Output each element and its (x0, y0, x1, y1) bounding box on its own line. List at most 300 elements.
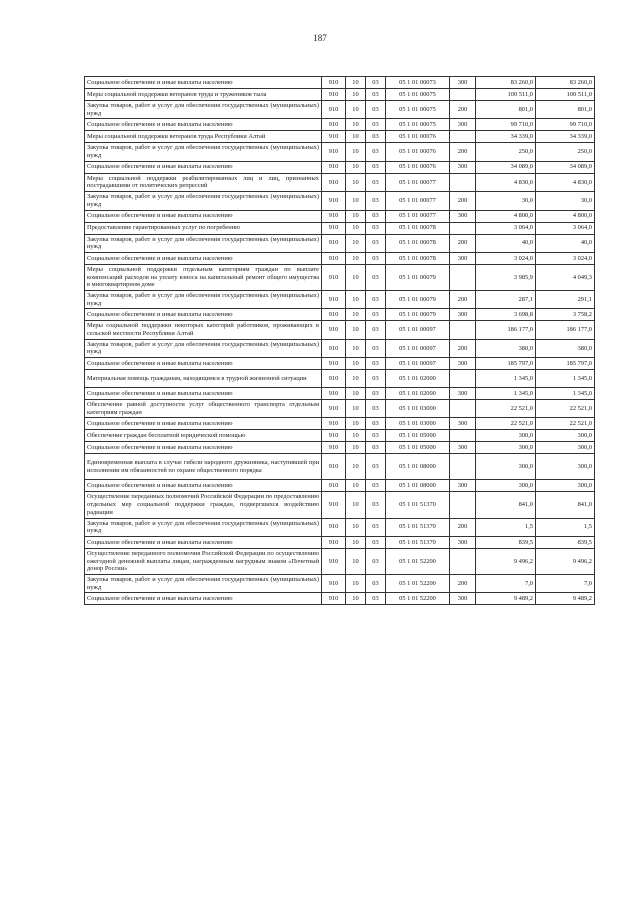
table-row (85, 536, 595, 548)
row-name: Меры социальной поддержки реабилитированных лиц и лиц, признанных пострадавшими от политических репрессий (85, 173, 322, 191)
expense-type-code: 200 (450, 101, 476, 119)
amount-year-1: 22 521,0 (476, 400, 536, 418)
target-article-code: 05 1 01 00075 (386, 89, 450, 101)
table-row (85, 454, 595, 480)
expense-type-code (450, 222, 476, 234)
section-code: 10 (346, 400, 366, 418)
subsection-code: 03 (366, 358, 386, 370)
amount-year-1: 30,0 (476, 192, 536, 210)
section-code: 10 (346, 492, 366, 518)
expense-type-code: 300 (450, 480, 476, 492)
row-name: Закупка товаров, работ и услуг для обеспечения государственных (муниципальных) нужд (85, 574, 322, 592)
table-row (85, 370, 595, 388)
section-code: 10 (346, 222, 366, 234)
amount-year-2: 83 260,0 (536, 77, 595, 89)
ministry-code: 910 (322, 370, 346, 388)
ministry-code: 910 (322, 400, 346, 418)
expense-type-code: 300 (450, 442, 476, 454)
subsection-code: 03 (366, 593, 386, 605)
ministry-code: 910 (322, 119, 346, 131)
section-code: 10 (346, 309, 366, 321)
table-row (85, 161, 595, 173)
row-name: Обеспечение равной доступности услуг общественного транспорта отдельным категориям граждан (85, 400, 322, 418)
ministry-code: 910 (322, 358, 346, 370)
table-row (85, 518, 595, 536)
target-article-code: 05 1 01 00076 (386, 131, 450, 143)
amount-year-2: 9 489,2 (536, 593, 595, 605)
page-number: 187 (313, 33, 327, 43)
ministry-code: 910 (322, 222, 346, 234)
amount-year-2: 100 511,0 (536, 89, 595, 101)
expense-type-code: 300 (450, 309, 476, 321)
ministry-code: 910 (322, 89, 346, 101)
amount-year-2: 1 345,0 (536, 370, 595, 388)
table-row (85, 309, 595, 321)
section-code: 10 (346, 574, 366, 592)
amount-year-2: 7,0 (536, 574, 595, 592)
row-name: Единовременная выплата в случае гибели народного дружинника, наступившей при исполнении им обязанностей по охране общественного порядка (85, 454, 322, 480)
row-name: Социальное обеспечение и иные выплаты населению (85, 119, 322, 131)
table-row (85, 143, 595, 161)
row-name: Социальное обеспечение и иные выплаты населению (85, 210, 322, 222)
target-article-code: 05 1 01 51370 (386, 536, 450, 548)
target-article-code: 05 1 01 51370 (386, 492, 450, 518)
ministry-code: 910 (322, 442, 346, 454)
amount-year-1: 300,0 (476, 454, 536, 480)
amount-year-1: 287,1 (476, 290, 536, 308)
expense-type-code: 200 (450, 192, 476, 210)
amount-year-2: 99 710,0 (536, 119, 595, 131)
target-article-code: 05 1 01 03000 (386, 418, 450, 430)
amount-year-2: 291,1 (536, 290, 595, 308)
section-code: 10 (346, 89, 366, 101)
amount-year-1: 185 797,0 (476, 358, 536, 370)
ministry-code: 910 (322, 173, 346, 191)
ministry-code: 910 (322, 321, 346, 339)
expense-type-code: 200 (450, 143, 476, 161)
amount-year-2: 300,0 (536, 454, 595, 480)
ministry-code: 910 (322, 192, 346, 210)
expense-type-code (450, 454, 476, 480)
expense-type-code (450, 400, 476, 418)
table-row (85, 264, 595, 290)
amount-year-1: 1,5 (476, 518, 536, 536)
section-code: 10 (346, 161, 366, 173)
subsection-code: 03 (366, 119, 386, 131)
subsection-code: 03 (366, 388, 386, 400)
table-row (85, 173, 595, 191)
amount-year-1: 34 089,0 (476, 161, 536, 173)
amount-year-1: 40,0 (476, 234, 536, 252)
amount-year-1: 250,0 (476, 143, 536, 161)
target-article-code: 05 1 01 00097 (386, 339, 450, 357)
table-row (85, 430, 595, 442)
subsection-code: 03 (366, 290, 386, 308)
section-code: 10 (346, 430, 366, 442)
target-article-code: 05 1 01 00073 (386, 77, 450, 89)
amount-year-2: 839,5 (536, 536, 595, 548)
target-article-code: 05 1 01 00077 (386, 210, 450, 222)
amount-year-1: 7,0 (476, 574, 536, 592)
table-row (85, 593, 595, 605)
table-row (85, 131, 595, 143)
row-name: Предоставление гарантированных услуг по погребению (85, 222, 322, 234)
table-row (85, 321, 595, 339)
target-article-code: 05 1 01 08000 (386, 480, 450, 492)
row-name: Социальное обеспечение и иные выплаты населению (85, 388, 322, 400)
section-code: 10 (346, 370, 366, 388)
section-code: 10 (346, 593, 366, 605)
ministry-code: 910 (322, 492, 346, 518)
expense-type-code (450, 430, 476, 442)
ministry-code: 910 (322, 430, 346, 442)
amount-year-1: 3 698,8 (476, 309, 536, 321)
ministry-code: 910 (322, 418, 346, 430)
row-name: Социальное обеспечение и иные выплаты населению (85, 418, 322, 430)
row-name: Осуществление переданного полномочия Российской Федерации по осуществлению ежегодной денежной выплаты лицам, награжденным нагрудным знаком «Почетный донор России» (85, 548, 322, 574)
amount-year-1: 1 345,0 (476, 388, 536, 400)
ministry-code: 910 (322, 454, 346, 480)
section-code: 10 (346, 454, 366, 480)
row-name: Меры социальной поддержки некоторых категорий работников, проживающих в сельской местности Республики Алтай (85, 321, 322, 339)
table-row (85, 192, 595, 210)
target-article-code: 05 1 01 00078 (386, 234, 450, 252)
target-article-code: 05 1 01 08000 (386, 454, 450, 480)
ministry-code: 910 (322, 593, 346, 605)
section-code: 10 (346, 252, 366, 264)
target-article-code: 05 1 01 00097 (386, 358, 450, 370)
subsection-code: 03 (366, 252, 386, 264)
section-code: 10 (346, 119, 366, 131)
amount-year-2: 9 496,2 (536, 548, 595, 574)
ministry-code: 910 (322, 309, 346, 321)
amount-year-2: 4 830,0 (536, 173, 595, 191)
expense-type-code (450, 89, 476, 101)
section-code: 10 (346, 418, 366, 430)
subsection-code: 03 (366, 518, 386, 536)
budget-table-body (85, 77, 595, 605)
subsection-code: 03 (366, 222, 386, 234)
expense-type-code: 300 (450, 358, 476, 370)
subsection-code: 03 (366, 418, 386, 430)
expense-type-code (450, 321, 476, 339)
ministry-code: 910 (322, 480, 346, 492)
section-code: 10 (346, 536, 366, 548)
subsection-code: 03 (366, 321, 386, 339)
subsection-code: 03 (366, 161, 386, 173)
expense-type-code: 300 (450, 252, 476, 264)
section-code: 10 (346, 173, 366, 191)
expense-type-code (450, 548, 476, 574)
subsection-code: 03 (366, 574, 386, 592)
subsection-code: 03 (366, 173, 386, 191)
amount-year-2: 30,0 (536, 192, 595, 210)
row-name: Обеспечение граждан бесплатной юридической помощью (85, 430, 322, 442)
amount-year-2: 300,0 (536, 430, 595, 442)
amount-year-1: 4 830,0 (476, 173, 536, 191)
row-name: Социальное обеспечение и иные выплаты населению (85, 77, 322, 89)
expense-type-code: 200 (450, 290, 476, 308)
section-code: 10 (346, 131, 366, 143)
expense-type-code: 200 (450, 234, 476, 252)
subsection-code: 03 (366, 339, 386, 357)
row-name: Социальное обеспечение и иные выплаты населению (85, 480, 322, 492)
ministry-code: 910 (322, 252, 346, 264)
section-code: 10 (346, 192, 366, 210)
target-article-code: 05 1 01 00075 (386, 119, 450, 131)
subsection-code: 03 (366, 492, 386, 518)
amount-year-2: 3 024,0 (536, 252, 595, 264)
amount-year-1: 22 521,0 (476, 418, 536, 430)
section-code: 10 (346, 234, 366, 252)
amount-year-1: 4 800,0 (476, 210, 536, 222)
amount-year-2: 40,0 (536, 234, 595, 252)
ministry-code: 910 (322, 548, 346, 574)
budget-table (84, 76, 595, 605)
subsection-code: 03 (366, 442, 386, 454)
subsection-code: 03 (366, 234, 386, 252)
target-article-code: 05 1 01 52200 (386, 593, 450, 605)
target-article-code: 05 1 01 05000 (386, 442, 450, 454)
table-row (85, 442, 595, 454)
row-name: Социальное обеспечение и иные выплаты населению (85, 442, 322, 454)
subsection-code: 03 (366, 454, 386, 480)
table-row (85, 89, 595, 101)
amount-year-1: 186 177,0 (476, 321, 536, 339)
amount-year-1: 300,0 (476, 480, 536, 492)
row-name: Закупка товаров, работ и услуг для обеспечения государственных (муниципальных) нужд (85, 234, 322, 252)
amount-year-2: 22 521,0 (536, 400, 595, 418)
amount-year-2: 185 797,0 (536, 358, 595, 370)
subsection-code: 03 (366, 143, 386, 161)
target-article-code: 05 1 01 00076 (386, 161, 450, 173)
table-row (85, 574, 595, 592)
target-article-code: 05 1 01 00079 (386, 309, 450, 321)
section-code: 10 (346, 101, 366, 119)
row-name: Закупка товаров, работ и услуг для обеспечения государственных (муниципальных) нужд (85, 192, 322, 210)
subsection-code: 03 (366, 370, 386, 388)
table-row (85, 339, 595, 357)
subsection-code: 03 (366, 536, 386, 548)
table-row (85, 400, 595, 418)
ministry-code: 910 (322, 143, 346, 161)
amount-year-1: 839,5 (476, 536, 536, 548)
amount-year-2: 1 345,0 (536, 388, 595, 400)
section-code: 10 (346, 480, 366, 492)
target-article-code: 05 1 01 00078 (386, 252, 450, 264)
subsection-code: 03 (366, 400, 386, 418)
ministry-code: 910 (322, 574, 346, 592)
subsection-code: 03 (366, 210, 386, 222)
table-row (85, 119, 595, 131)
row-name: Меры социальной поддержки ветеранов труда и тружеников тыла (85, 89, 322, 101)
amount-year-1: 83 260,0 (476, 77, 536, 89)
expense-type-code: 300 (450, 77, 476, 89)
amount-year-1: 300,0 (476, 442, 536, 454)
target-article-code: 05 1 01 02000 (386, 388, 450, 400)
ministry-code: 910 (322, 131, 346, 143)
table-row (85, 222, 595, 234)
target-article-code: 05 1 01 00079 (386, 290, 450, 308)
subsection-code: 03 (366, 548, 386, 574)
row-name: Социальное обеспечение и иные выплаты населению (85, 161, 322, 173)
section-code: 10 (346, 77, 366, 89)
expense-type-code: 300 (450, 536, 476, 548)
amount-year-2: 300,0 (536, 480, 595, 492)
ministry-code: 910 (322, 77, 346, 89)
section-code: 10 (346, 358, 366, 370)
expense-type-code: 300 (450, 161, 476, 173)
target-article-code: 05 1 01 00077 (386, 192, 450, 210)
subsection-code: 03 (366, 101, 386, 119)
target-article-code: 05 1 01 00078 (386, 222, 450, 234)
row-name: Меры социальной поддержки ветеранов труда Республики Алтай (85, 131, 322, 143)
amount-year-2: 4 800,0 (536, 210, 595, 222)
section-code: 10 (346, 548, 366, 574)
amount-year-1: 3 064,0 (476, 222, 536, 234)
ministry-code: 910 (322, 290, 346, 308)
amount-year-1: 380,0 (476, 339, 536, 357)
ministry-code: 910 (322, 161, 346, 173)
expense-type-code: 200 (450, 339, 476, 357)
row-name: Закупка товаров, работ и услуг для обеспечения государственных (муниципальных) нужд (85, 290, 322, 308)
amount-year-1: 99 710,0 (476, 119, 536, 131)
table-row (85, 548, 595, 574)
subsection-code: 03 (366, 430, 386, 442)
ministry-code: 910 (322, 388, 346, 400)
amount-year-2: 34 089,0 (536, 161, 595, 173)
subsection-code: 03 (366, 264, 386, 290)
expense-type-code: 200 (450, 518, 476, 536)
section-code: 10 (346, 339, 366, 357)
expense-type-code (450, 131, 476, 143)
amount-year-1: 1 345,0 (476, 370, 536, 388)
subsection-code: 03 (366, 192, 386, 210)
section-code: 10 (346, 290, 366, 308)
target-article-code: 05 1 01 03000 (386, 400, 450, 418)
expense-type-code (450, 492, 476, 518)
expense-type-code (450, 264, 476, 290)
target-article-code: 05 1 01 00075 (386, 101, 450, 119)
target-article-code: 05 1 01 02000 (386, 370, 450, 388)
amount-year-1: 34 339,0 (476, 131, 536, 143)
amount-year-2: 3 064,0 (536, 222, 595, 234)
amount-year-1: 841,0 (476, 492, 536, 518)
section-code: 10 (346, 143, 366, 161)
amount-year-1: 100 511,0 (476, 89, 536, 101)
table-row (85, 388, 595, 400)
amount-year-1: 801,0 (476, 101, 536, 119)
table-row (85, 492, 595, 518)
amount-year-2: 186 177,0 (536, 321, 595, 339)
row-name: Социальное обеспечение и иные выплаты населению (85, 309, 322, 321)
expense-type-code: 300 (450, 119, 476, 131)
amount-year-2: 1,5 (536, 518, 595, 536)
section-code: 10 (346, 321, 366, 339)
target-article-code: 05 1 01 52200 (386, 574, 450, 592)
row-name: Закупка товаров, работ и услуг для обеспечения государственных (муниципальных) нужд (85, 143, 322, 161)
table-row (85, 480, 595, 492)
amount-year-2: 380,0 (536, 339, 595, 357)
amount-year-2: 3 758,2 (536, 309, 595, 321)
amount-year-2: 801,0 (536, 101, 595, 119)
amount-year-1: 9 489,2 (476, 593, 536, 605)
section-code: 10 (346, 518, 366, 536)
amount-year-1: 3 024,0 (476, 252, 536, 264)
expense-type-code: 200 (450, 574, 476, 592)
section-code: 10 (346, 388, 366, 400)
ministry-code: 910 (322, 536, 346, 548)
ministry-code: 910 (322, 518, 346, 536)
ministry-code: 910 (322, 234, 346, 252)
subsection-code: 03 (366, 480, 386, 492)
amount-year-2: 34 339,0 (536, 131, 595, 143)
amount-year-1: 9 496,2 (476, 548, 536, 574)
row-name: Социальное обеспечение и иные выплаты населению (85, 358, 322, 370)
target-article-code: 05 1 01 52200 (386, 548, 450, 574)
expense-type-code: 300 (450, 388, 476, 400)
target-article-code: 05 1 01 00097 (386, 321, 450, 339)
ministry-code: 910 (322, 264, 346, 290)
table-row (85, 252, 595, 264)
subsection-code: 03 (366, 131, 386, 143)
row-name: Закупка товаров, работ и услуг для обеспечения государственных (муниципальных) нужд (85, 339, 322, 357)
row-name: Закупка товаров, работ и услуг для обеспечения государственных (муниципальных) нужд (85, 518, 322, 536)
subsection-code: 03 (366, 309, 386, 321)
row-name: Осуществление переданных полномочий Российской Федерации по предоставлению отдельных мер социальной поддержки граждан, подвергшихся воздействию радиации (85, 492, 322, 518)
section-code: 10 (346, 210, 366, 222)
ministry-code: 910 (322, 339, 346, 357)
amount-year-2: 300,0 (536, 442, 595, 454)
amount-year-2: 841,0 (536, 492, 595, 518)
table-row (85, 418, 595, 430)
table-row (85, 77, 595, 89)
subsection-code: 03 (366, 89, 386, 101)
ministry-code: 910 (322, 101, 346, 119)
amount-year-1: 3 985,9 (476, 264, 536, 290)
row-name: Социальное обеспечение и иные выплаты населению (85, 593, 322, 605)
target-article-code: 05 1 01 05000 (386, 430, 450, 442)
expense-type-code (450, 370, 476, 388)
table-row (85, 101, 595, 119)
ministry-code: 910 (322, 210, 346, 222)
expense-type-code: 300 (450, 418, 476, 430)
row-name: Материальная помощь гражданам, находящимся в трудной жизненной ситуации (85, 370, 322, 388)
row-name: Закупка товаров, работ и услуг для обеспечения государственных (муниципальных) нужд (85, 101, 322, 119)
target-article-code: 05 1 01 00077 (386, 173, 450, 191)
amount-year-2: 22 521,0 (536, 418, 595, 430)
subsection-code: 03 (366, 77, 386, 89)
section-code: 10 (346, 442, 366, 454)
row-name: Социальное обеспечение и иные выплаты населению (85, 252, 322, 264)
expense-type-code (450, 173, 476, 191)
target-article-code: 05 1 01 51370 (386, 518, 450, 536)
target-article-code: 05 1 01 00079 (386, 264, 450, 290)
expense-type-code: 300 (450, 593, 476, 605)
table-row (85, 358, 595, 370)
table-row (85, 234, 595, 252)
amount-year-2: 250,0 (536, 143, 595, 161)
row-name: Меры социальной поддержки отдельным категориям граждан по выплате компенсаций расходов на уплату взноса на капитальный ремонт общего имущества в многоквартирном доме (85, 264, 322, 290)
expense-type-code: 300 (450, 210, 476, 222)
row-name: Социальное обеспечение и иные выплаты населению (85, 536, 322, 548)
amount-year-2: 4 049,3 (536, 264, 595, 290)
table-row (85, 290, 595, 308)
target-article-code: 05 1 01 00076 (386, 143, 450, 161)
section-code: 10 (346, 264, 366, 290)
amount-year-1: 300,0 (476, 430, 536, 442)
table-row (85, 210, 595, 222)
